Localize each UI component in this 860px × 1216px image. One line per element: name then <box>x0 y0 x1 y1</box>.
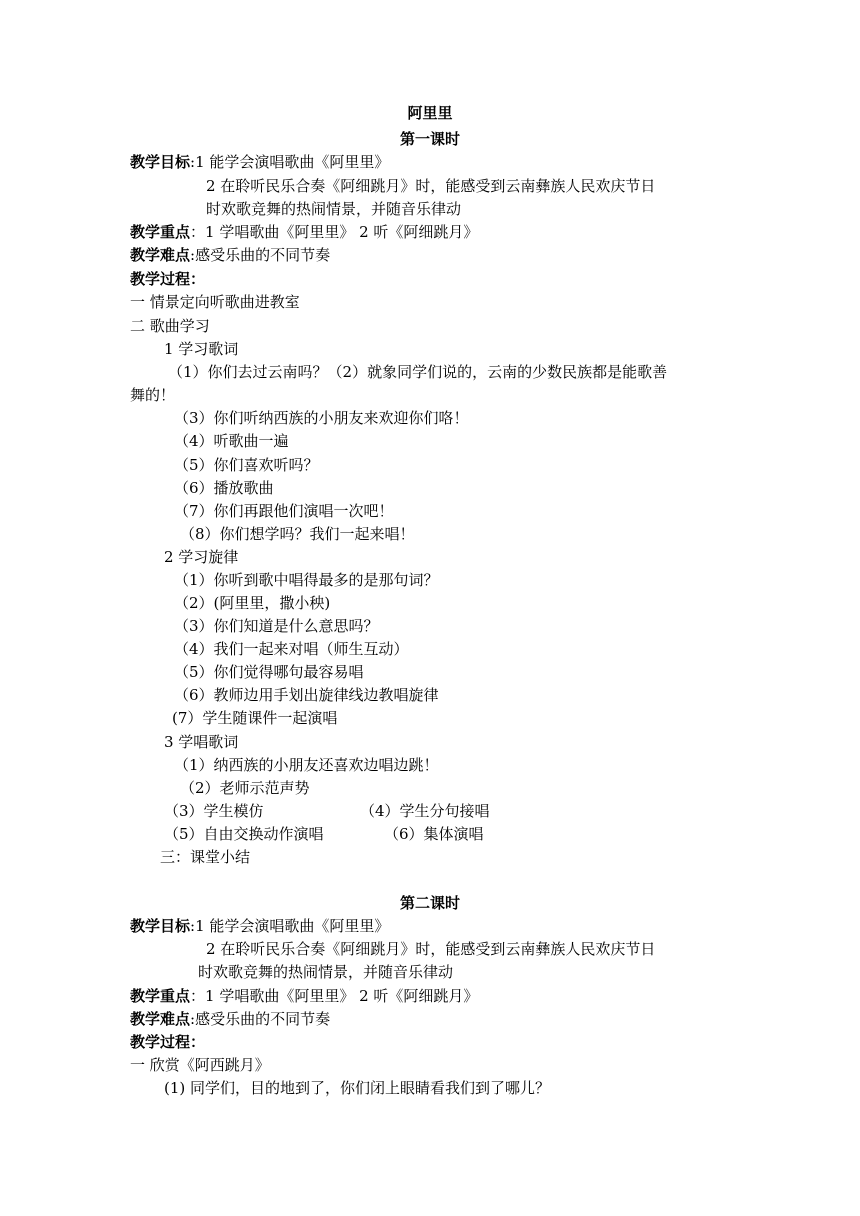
list-item: (1) 同学们，目的地到了，你们闭上眼睛看我们到了哪儿？ <box>164 1079 551 1097</box>
list-item: （4）我们一起来对唱（师生互动） <box>174 640 409 658</box>
difficulty-text: :感受乐曲的不同节奏 <box>190 1010 331 1028</box>
list-item: （3）你们知道是什么意思吗？ <box>174 617 379 635</box>
part-1-heading: 1 学习歌词 <box>164 340 239 358</box>
list-item: （6）播放歌曲 <box>174 479 274 497</box>
list-item: （2）老师示范声势 <box>180 779 310 797</box>
part-2-heading: 2 学习旋律 <box>164 548 239 566</box>
list-item: （1）你听到歌中唱得最多的是那句词？ <box>174 571 439 589</box>
document-title: 阿里里 <box>407 104 453 122</box>
list-item: （6）教师边用手划出旋律线边教唱旋律 <box>174 686 439 704</box>
goal-1-text: :1 能学会演唱歌曲《阿里里》 <box>190 917 390 935</box>
list-item: （4）学生分句接唱 <box>360 802 490 820</box>
goal-2-text-cont: 时欢歌竞舞的热闹情景，并随音乐律动 <box>206 200 462 218</box>
list-item-cont: 舞的！ <box>130 386 176 404</box>
list-item: （2）(阿里里，撒小秧) <box>174 594 331 612</box>
lesson1-key-points <box>130 222 478 242</box>
list-item: (7）学生随课件一起演唱 <box>172 709 338 727</box>
difficulty-label: 教学难点 <box>130 1010 191 1028</box>
goals-label: 教学目标 <box>130 153 191 171</box>
list-item: （5）你们喜欢听吗？ <box>174 456 319 474</box>
lesson1-process-label: 教学过程： <box>130 270 206 288</box>
list-item: （1）你们去过云南吗？（2）就象同学们说的，云南的少数民族都是能歌善 <box>168 363 668 381</box>
part-3-heading: 3 学唱歌词 <box>164 733 239 751</box>
list-item: （6）集体演唱 <box>384 825 484 843</box>
lesson1-heading: 第一课时 <box>399 130 460 148</box>
key-text: ：1 学唱歌曲《阿里里》 2 听《阿细跳月》 <box>190 987 479 1005</box>
goals-label: 教学目标 <box>130 917 191 935</box>
section-1: 一 情景定向听歌曲进教室 <box>130 293 300 311</box>
lesson2-key-points <box>130 986 478 1006</box>
goal-1-text: :1 能学会演唱歌曲《阿里里》 <box>190 153 390 171</box>
lesson2-goals <box>130 916 389 936</box>
section-3: 三：课堂小结 <box>160 848 251 866</box>
section-2: 二 歌曲学习 <box>130 317 210 335</box>
lesson1-difficulty <box>130 245 330 265</box>
key-label: 教学重点 <box>130 223 191 241</box>
list-item: （3）你们听纳西族的小朋友来欢迎你们咯！ <box>174 409 469 427</box>
goal-2-text-cont: 时欢歌竞舞的热闹情景，并随音乐律动 <box>198 963 454 981</box>
list-item: （5）自由交换动作演唱 <box>164 825 324 843</box>
lesson1-goals <box>130 152 389 172</box>
key-label: 教学重点 <box>130 987 191 1005</box>
key-text: ：1 学唱歌曲《阿里里》 2 听《阿细跳月》 <box>190 223 479 241</box>
difficulty-label: 教学难点 <box>130 246 191 264</box>
lesson2-process-label: 教学过程： <box>130 1033 206 1051</box>
goal-2-text: 2 在聆听民乐合奏《阿细跳月》时，能感受到云南彝族人民欢庆节日 <box>206 177 656 195</box>
list-item: （8）你们想学吗？我们一起来唱！ <box>180 525 415 543</box>
lesson2-difficulty <box>130 1009 330 1029</box>
list-item: （3）学生模仿 <box>164 802 264 820</box>
lesson2-heading: 第二课时 <box>399 894 460 912</box>
list-item: （4）听歌曲一遍 <box>174 432 289 450</box>
list-item: （1）纳西族的小朋友还喜欢边唱边跳！ <box>174 756 439 774</box>
list-item: （5）你们觉得哪句最容易唱 <box>174 663 364 681</box>
goal-2-text: 2 在聆听民乐合奏《阿细跳月》时，能感受到云南彝族人民欢庆节日 <box>206 940 656 958</box>
list-item: （7）你们再跟他们演唱一次吧！ <box>174 502 394 520</box>
lesson2-section-1: 一 欣赏《阿西跳月》 <box>130 1056 270 1074</box>
difficulty-text: :感受乐曲的不同节奏 <box>190 246 331 264</box>
